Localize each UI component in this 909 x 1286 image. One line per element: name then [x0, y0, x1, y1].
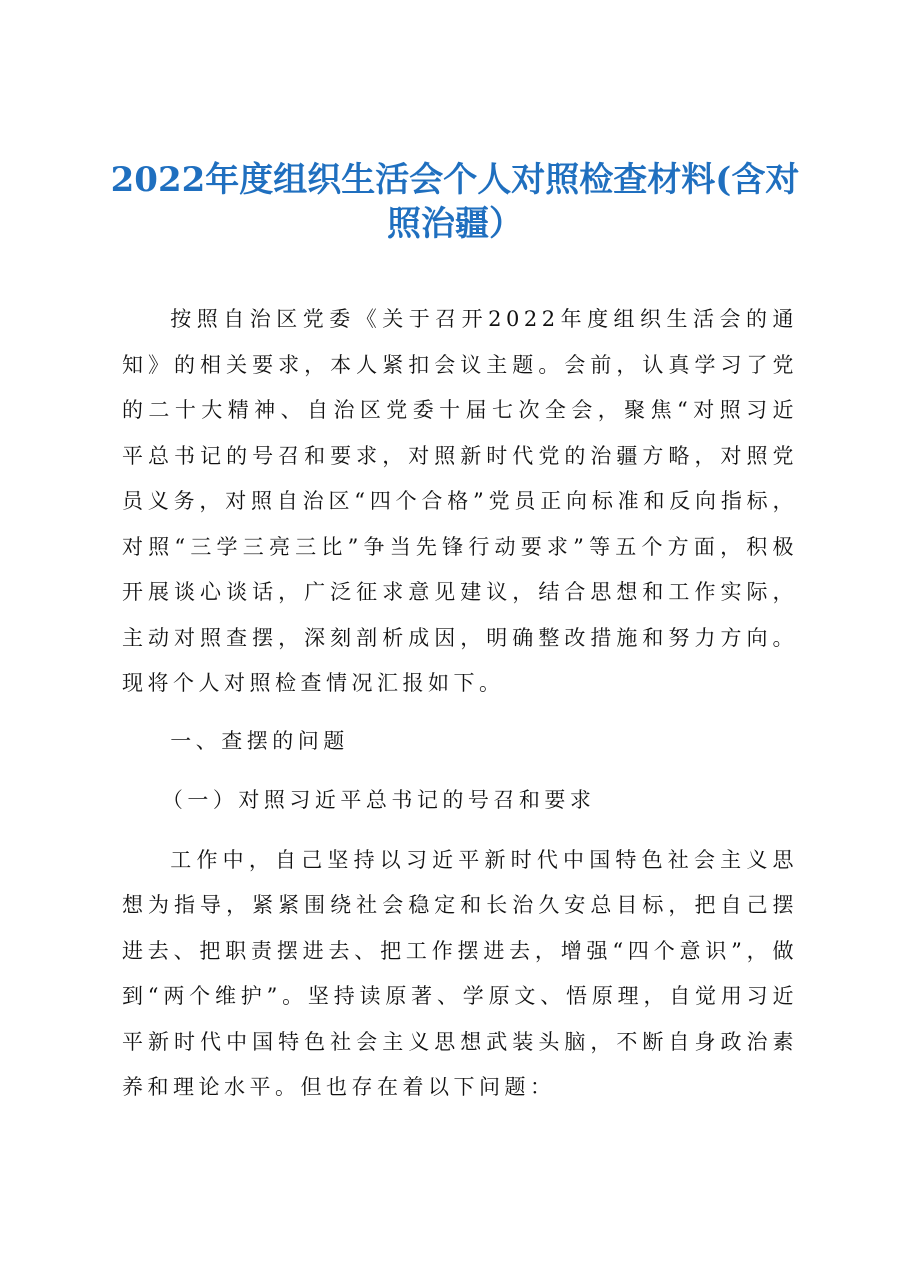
document-body — [122, 297, 798, 1123]
section-heading: 一、查摆的问题 — [170, 728, 349, 753]
body-paragraph: 工作中，自己坚持以习近平新时代中国特色社会主义思想为指导，紧紧围绕社会稳定和长治久安总目标，把自己摆进去、把职责摆进去、把工作摆进去，增强“四个意识”，做到“两个维护”。坚持读原著、学原文、悟原理，自觉用习近平新时代中国特色社会主义思想武装头脑，不断自身政治素养和理论水平。但也存在着以下问题： — [122, 847, 798, 1099]
subsection-heading: （一）对照习近平总书记的号召和要求 — [161, 788, 596, 812]
document-title: 2022年度组织生活会个人对照检查材料(含对照治疆） — [110, 160, 800, 244]
intro-paragraph: 按照自治区党委《关于召开2022年度组织生活会的通知》的相关要求，本人紧扣会议主题。会前，认真学习了党的二十大精神、自治区党委十届七次全会，聚焦“对照习近平总书记的号召和要求，对照新时代党的治疆方略，对照党员义务，对照自治区“四个合格”党员正向标准和反向指标，对照“三学三亮三比”争当先锋行动要求”等五个方面，积极开展谈心谈话，广泛征求意见建议，结合思想和工作实际，主动对照查摆，深刻剖析成因，明确整改措施和努力方向。现将个人对照检查情况汇报如下。 — [122, 307, 798, 695]
